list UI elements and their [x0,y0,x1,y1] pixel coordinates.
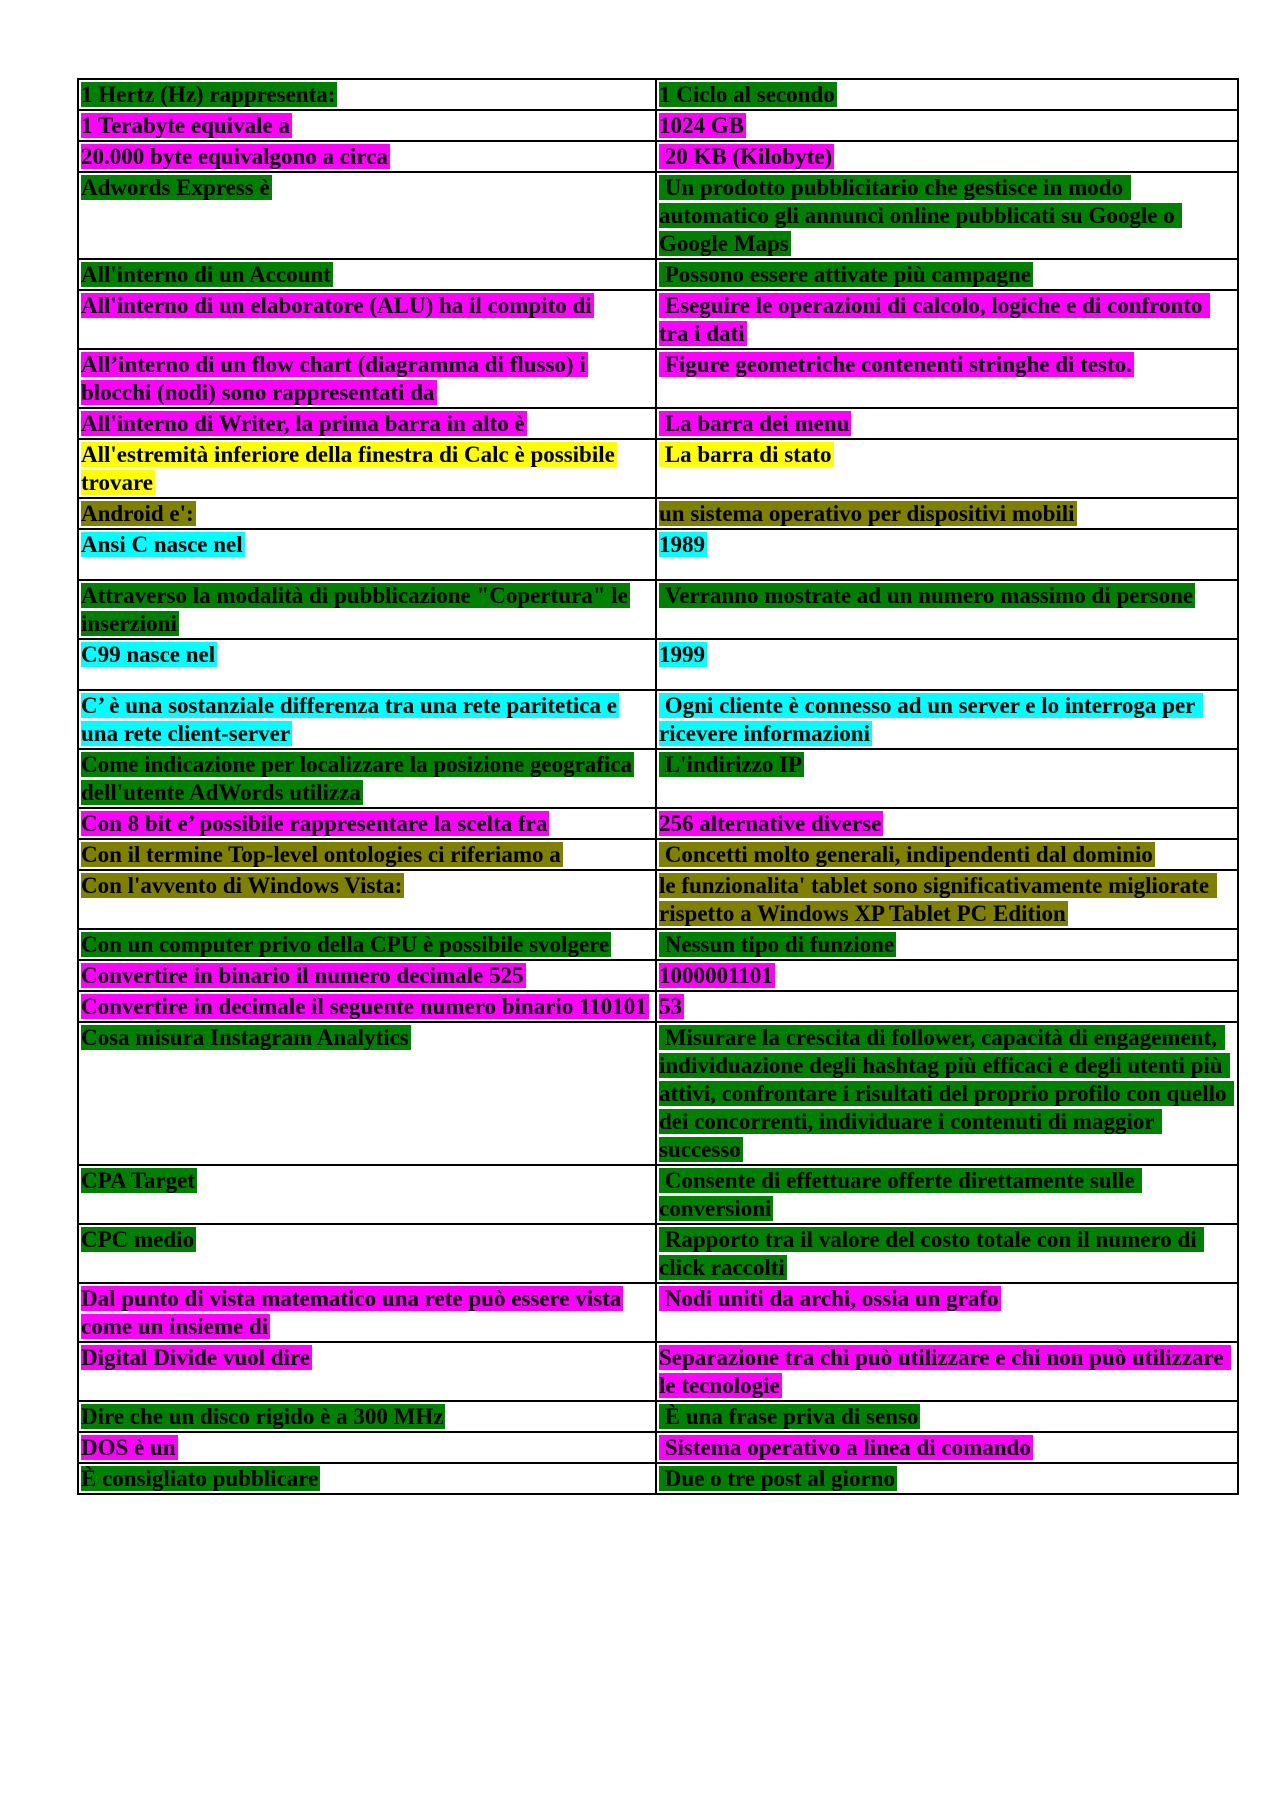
answer-cell [656,529,1238,580]
table-row [78,1432,1238,1463]
question-text: Come indicazione per localizzare la posizione geografica dell'utente AdWords utilizza [81,752,633,805]
question-cell [78,1342,656,1401]
question-text: All’interno di un flow chart (diagramma di flusso) i blocchi (nodi) sono rappresentati da [81,352,586,405]
question-cell [78,1224,656,1283]
question-text: All'interno di un Account [81,262,331,287]
question-cell [78,991,656,1022]
answer-text: 1000001101 [659,963,773,988]
question-text: Adwords Express è [81,175,270,200]
question-cell [78,529,656,580]
table-row [78,1401,1238,1432]
question-cell [78,1022,656,1165]
answer-text: 20 KB (Kilobyte) [659,144,833,169]
table-row [78,1224,1238,1283]
answer-cell [656,1342,1238,1401]
question-text: DOS è un [81,1435,176,1460]
table-row [78,1022,1238,1165]
answer-text: È una frase priva di senso [659,1404,919,1429]
answer-cell [656,991,1238,1022]
answer-text: Figure geometriche contenenti stringhe di testo. [659,352,1132,377]
answer-cell [656,1224,1238,1283]
table-row [78,808,1238,839]
answer-text: Ogni cliente è connesso ad un server e lo interroga per ricevere informazioni [659,693,1202,746]
question-text: 20.000 byte equivalgono a circa [81,144,388,169]
table-row [78,259,1238,290]
answer-cell [656,110,1238,141]
table-row [78,1165,1238,1224]
answer-text: 1 Ciclo al secondo [659,82,835,107]
answer-text: 1999 [659,642,705,667]
question-cell [78,259,656,290]
table-row [78,749,1238,808]
question-text: All'interno di un elaboratore (ALU) ha il compito di [81,293,592,318]
answer-cell [656,929,1238,960]
question-cell [78,498,656,529]
table-row [78,1463,1238,1494]
question-text: CPA Target [81,1168,195,1193]
answer-text: Misurare la crescita di follower, capacità di engagement, individuazione degli hashtag più efficaci e degli utenti più attivi, confrontare i risultati del proprio profilo con quello dei concorrenti, individuare i contenuti di maggior successo [659,1025,1233,1162]
answer-cell [656,690,1238,749]
table-row [78,290,1238,349]
question-cell [78,1432,656,1463]
question-cell [78,929,656,960]
answer-cell [656,839,1238,870]
answer-cell [656,1432,1238,1463]
question-text: Convertire in decimale il seguente numero binario 110101 [81,994,647,1019]
question-text: Cosa misura Instagram Analytics [81,1025,409,1050]
answer-cell [656,172,1238,259]
question-cell [78,1463,656,1494]
question-text: 1 Terabyte equivale a [81,113,290,138]
table-row [78,929,1238,960]
question-cell [78,690,656,749]
question-cell [78,1401,656,1432]
answer-text: 1989 [659,532,705,557]
question-cell [78,79,656,110]
question-cell [78,839,656,870]
table-row [78,439,1238,498]
question-text: Ansi C nasce nel [81,532,243,557]
question-text: C99 nasce nel [81,642,216,667]
question-cell [78,110,656,141]
table-row [78,141,1238,172]
answer-cell [656,1283,1238,1342]
question-cell [78,960,656,991]
table-row [78,639,1238,690]
table-row [78,349,1238,408]
answer-cell [656,1401,1238,1432]
question-cell [78,1283,656,1342]
answer-cell [656,1022,1238,1165]
question-text: Con 8 bit e’ possibile rappresentare la scelta fra [81,811,548,836]
qa-table-body [78,79,1238,1494]
question-text: È consigliato pubblicare [81,1466,319,1491]
question-cell [78,141,656,172]
question-text: Dal punto di vista matematico una rete può essere vista come un insieme di [81,1286,622,1339]
answer-cell [656,808,1238,839]
answer-cell [656,639,1238,690]
question-cell [78,439,656,498]
question-text: All'estremità inferiore della finestra di Calc è possibile trovare [81,442,615,495]
table-row [78,172,1238,259]
answer-cell [656,408,1238,439]
question-text: Digital Divide vuol dire [81,1345,310,1370]
question-text: Convertire in binario il numero decimale 525 [81,963,524,988]
answer-text: Separazione tra chi può utilizzare e chi non può utilizzare le tecnologie [659,1345,1230,1398]
table-row [78,870,1238,929]
question-text: 1 Hertz (Hz) rappresenta: [81,82,336,107]
answer-cell [656,749,1238,808]
table-row [78,1283,1238,1342]
table-row [78,1342,1238,1401]
question-text: CPC medio [81,1227,195,1252]
table-row [78,498,1238,529]
question-text: Con l'avvento di Windows Vista: [81,873,403,898]
question-text: C’ è una sostanziale differenza tra una rete paritetica e una rete client-server [81,693,617,746]
answer-text: Due o tre post al giorno [659,1466,895,1491]
question-text: Con il termine Top-level ontologies ci riferiamo a [81,842,561,867]
answer-cell [656,259,1238,290]
table-row [78,690,1238,749]
answer-cell [656,870,1238,929]
answer-text: Un prodotto pubblicitario che gestisce in modo automatico gli annunci online pubblicati su Google o Google Maps [659,175,1181,256]
question-text: Dire che un disco rigido è a 300 MHz [81,1404,444,1429]
question-cell [78,808,656,839]
answer-text: 256 alternative diverse [659,811,882,836]
question-cell [78,172,656,259]
qa-table [77,78,1239,1495]
answer-cell [656,498,1238,529]
question-text: Android e': [81,501,194,526]
table-row [78,529,1238,580]
answer-cell [656,290,1238,349]
answer-text: Rapporto tra il valore del costo totale con il numero di click raccolti [659,1227,1203,1280]
answer-cell [656,439,1238,498]
question-text: All'interno di Writer, la prima barra in alto è [81,411,525,436]
answer-cell [656,79,1238,110]
answer-text: La barra dei menu [659,411,850,436]
answer-text: 53 [659,994,682,1019]
answer-text: Concetti molto generali, indipendenti dal dominio [659,842,1153,867]
answer-text: Verranno mostrate ad un numero massimo di persone [659,583,1194,608]
question-cell [78,290,656,349]
answer-text: Nodi uniti da archi, ossia un grafo [659,1286,999,1311]
question-cell [78,639,656,690]
answer-cell [656,141,1238,172]
answer-text: L'indirizzo IP [659,752,803,777]
question-cell [78,580,656,639]
table-row [78,408,1238,439]
answer-text: 1024 GB [659,113,744,138]
question-text: Con un computer privo della CPU è possibile svolgere [81,932,610,957]
question-text: Attraverso la modalità di pubblicazione "Copertura" le inserzioni [81,583,628,636]
answer-cell [656,1165,1238,1224]
answer-cell [656,960,1238,991]
question-cell [78,1165,656,1224]
question-cell [78,408,656,439]
answer-cell [656,349,1238,408]
table-row [78,79,1238,110]
answer-text: Nessun tipo di funzione [659,932,895,957]
question-cell [78,349,656,408]
answer-text: Possono essere attivate più campagne [659,262,1032,287]
table-row [78,991,1238,1022]
answer-text: Sistema operativo a linea di comando [659,1435,1031,1460]
question-cell [78,870,656,929]
answer-text: un sistema operativo per dispositivi mobili [659,501,1075,526]
answer-text: le funzionalita' tablet sono significativamente migliorate rispetto a Windows XP Tablet PC Edition [659,873,1215,926]
answer-text: Consente di effettuare offerte direttamente sulle conversioni [659,1168,1141,1221]
answer-cell [656,1463,1238,1494]
table-row [78,580,1238,639]
table-row [78,839,1238,870]
answer-cell [656,580,1238,639]
answer-text: Eseguire le operazioni di calcolo, logiche e di confronto tra i dati [659,293,1209,346]
table-row [78,960,1238,991]
table-row [78,110,1238,141]
question-cell [78,749,656,808]
answer-text: La barra di stato [659,442,832,467]
